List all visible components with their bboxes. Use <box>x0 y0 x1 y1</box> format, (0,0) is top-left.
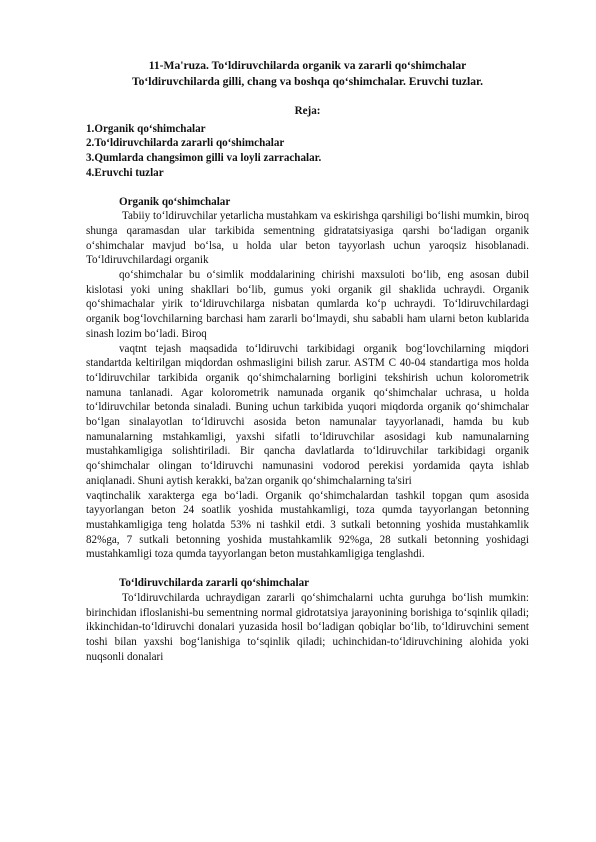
plan-item-2: 2.To‘ldiruvchilarda zararli qo‘shimchalar <box>86 137 285 150</box>
plan-item-1: 1.Organik qo‘shimchalar <box>86 122 206 135</box>
plan-item-4: 4.Eruvchi tuzlar <box>86 166 164 179</box>
plan-label: Reja: <box>294 105 321 117</box>
paragraph: Tabiiy to‘ldiruvchilar yetarlicha mustahkam va eskirishga qarshiligi bo‘lishi mumkin, biroq shunga qaramasdan ular tarkibida sementning gidratatsiyasiga qarshi bo‘ladigan organik o‘shimchalar mavjud bo‘lsa, u holda ular beton tayyorlash uchun yaroqsiz hisoblanadi. To‘ldiruvchilardagi organik <box>86 210 529 267</box>
section-heading-organic: Organik qo‘shimchalar <box>119 195 231 208</box>
paragraph: vaqtinchalik xarakterga ega bo‘ladi. Organik qo‘shimchalardan tashkil topgan qum asosida tayyorlangan beton 24 soatlik yoshida mustahkamligi, toza qumda tayyorlangan betonning mustahkamligiga teng holatda 53% ni tashkil etdi. 3 sutkali betonning yoshida mustahkamlik 82%ga, 7 sutkali betonning yoshida mustahkamlik 92%ga, 28 sutkali betonning yoshidagi mustahkamligi toza qumda tayyorlangan beton mustahkamligiga tenglashdi. <box>86 489 529 561</box>
lecture-subtitle: To‘ldiruvchilarda gilli, chang va boshqa qo‘shimchalar. Eruvchi tuzlar. <box>131 75 484 88</box>
section-heading-harmful: To‘ldiruvchilarda zararli qo‘shimchalar <box>119 577 310 590</box>
lecture-title: 11-Ma'ruza. To‘ldiruvchilarda organik va zararli qo‘shimchalar <box>148 59 467 72</box>
spacer <box>86 181 529 195</box>
paragraph: To‘ldiruvchilarda uchraydigan zararli qo‘shimchalarni uchta guruhga bo‘lish mumkin: birinchidan ifloslanishi-bu sementning normal gidrotatsiya jarayonining borishiga to‘sqinlik qiladi; ikkinchidan-to‘ldiruvchi donalari yuzasida hosil bo‘ladigan qobiqlar bo‘lib, to‘ldiruvchini sement toshi bilan yaxshi bog‘lanishiga to‘sqinlik qiladi; uchinchidan-to‘ldiruvchining alohida yoki nuqsonli donalari <box>86 591 529 663</box>
paragraph: vaqtnt tejash maqsadida to‘ldiruvchi tarkibidagi organik bog‘lovchilarning miqdori standartda keltirilgan miqdordan oshmasligini bilish zarur. ASTM C 40-04 standartiga mos holda to‘ldiruvchilar tarkibida organik qo‘shimchalarning borligini tekshirish uchun kolorometrik namuna tanlanadi. Agar kolorometrik namunada organik qo‘shimchalar uchrasa, u holda to‘ldiruvchilar betonda sinaladi. Buning uchun tarkibida yuqori miqdorda organik qo‘shimchalar bo‘lgan sinalayotlan to‘ldiruvchi asosida beton namunalar tayyorlanadi, hamda bu kub namunalarning mstahkamligi, yaxshi sifatli to‘ldiruvchilar asosidagi kub namunalarning mustahkamligiga solishtiriladi. Bir qancha davlatlarda to‘ldiruvchilar tarkibidagi organik qo‘shimchalar olingan to‘ldiruvchi namunasini vodorod perekisi yordamida qayta ishlab aniqlanadi. Shuni aytish kerakki, ba'zan organik qo‘shimchalarning ta'siri <box>86 342 529 487</box>
plan-item-3: 3.Qumlarda changsimon gilli va loyli zarrachalar. <box>86 152 322 165</box>
spacer <box>86 90 529 104</box>
spacer <box>86 562 529 576</box>
paragraph: qo‘shimchalar bu o‘simlik moddalarining chirishi maxsuloti bo‘lib, eng asosan dubil kislotasi yoki uning shakllari bo‘lib, gumus yoki organik gil shaklida uchraydi. Organik qo‘shimachalar yirik to‘ldiruvchilarga nisbatan qumlarda ko‘p uchraydi. To‘ldiruvchilardagi organik bog‘lovchilarning barchasi ham zararli bo‘lmaydi, shu sababli ham ularni beton kublarida sinash lozim bo‘ladi. Biroq <box>86 269 529 340</box>
